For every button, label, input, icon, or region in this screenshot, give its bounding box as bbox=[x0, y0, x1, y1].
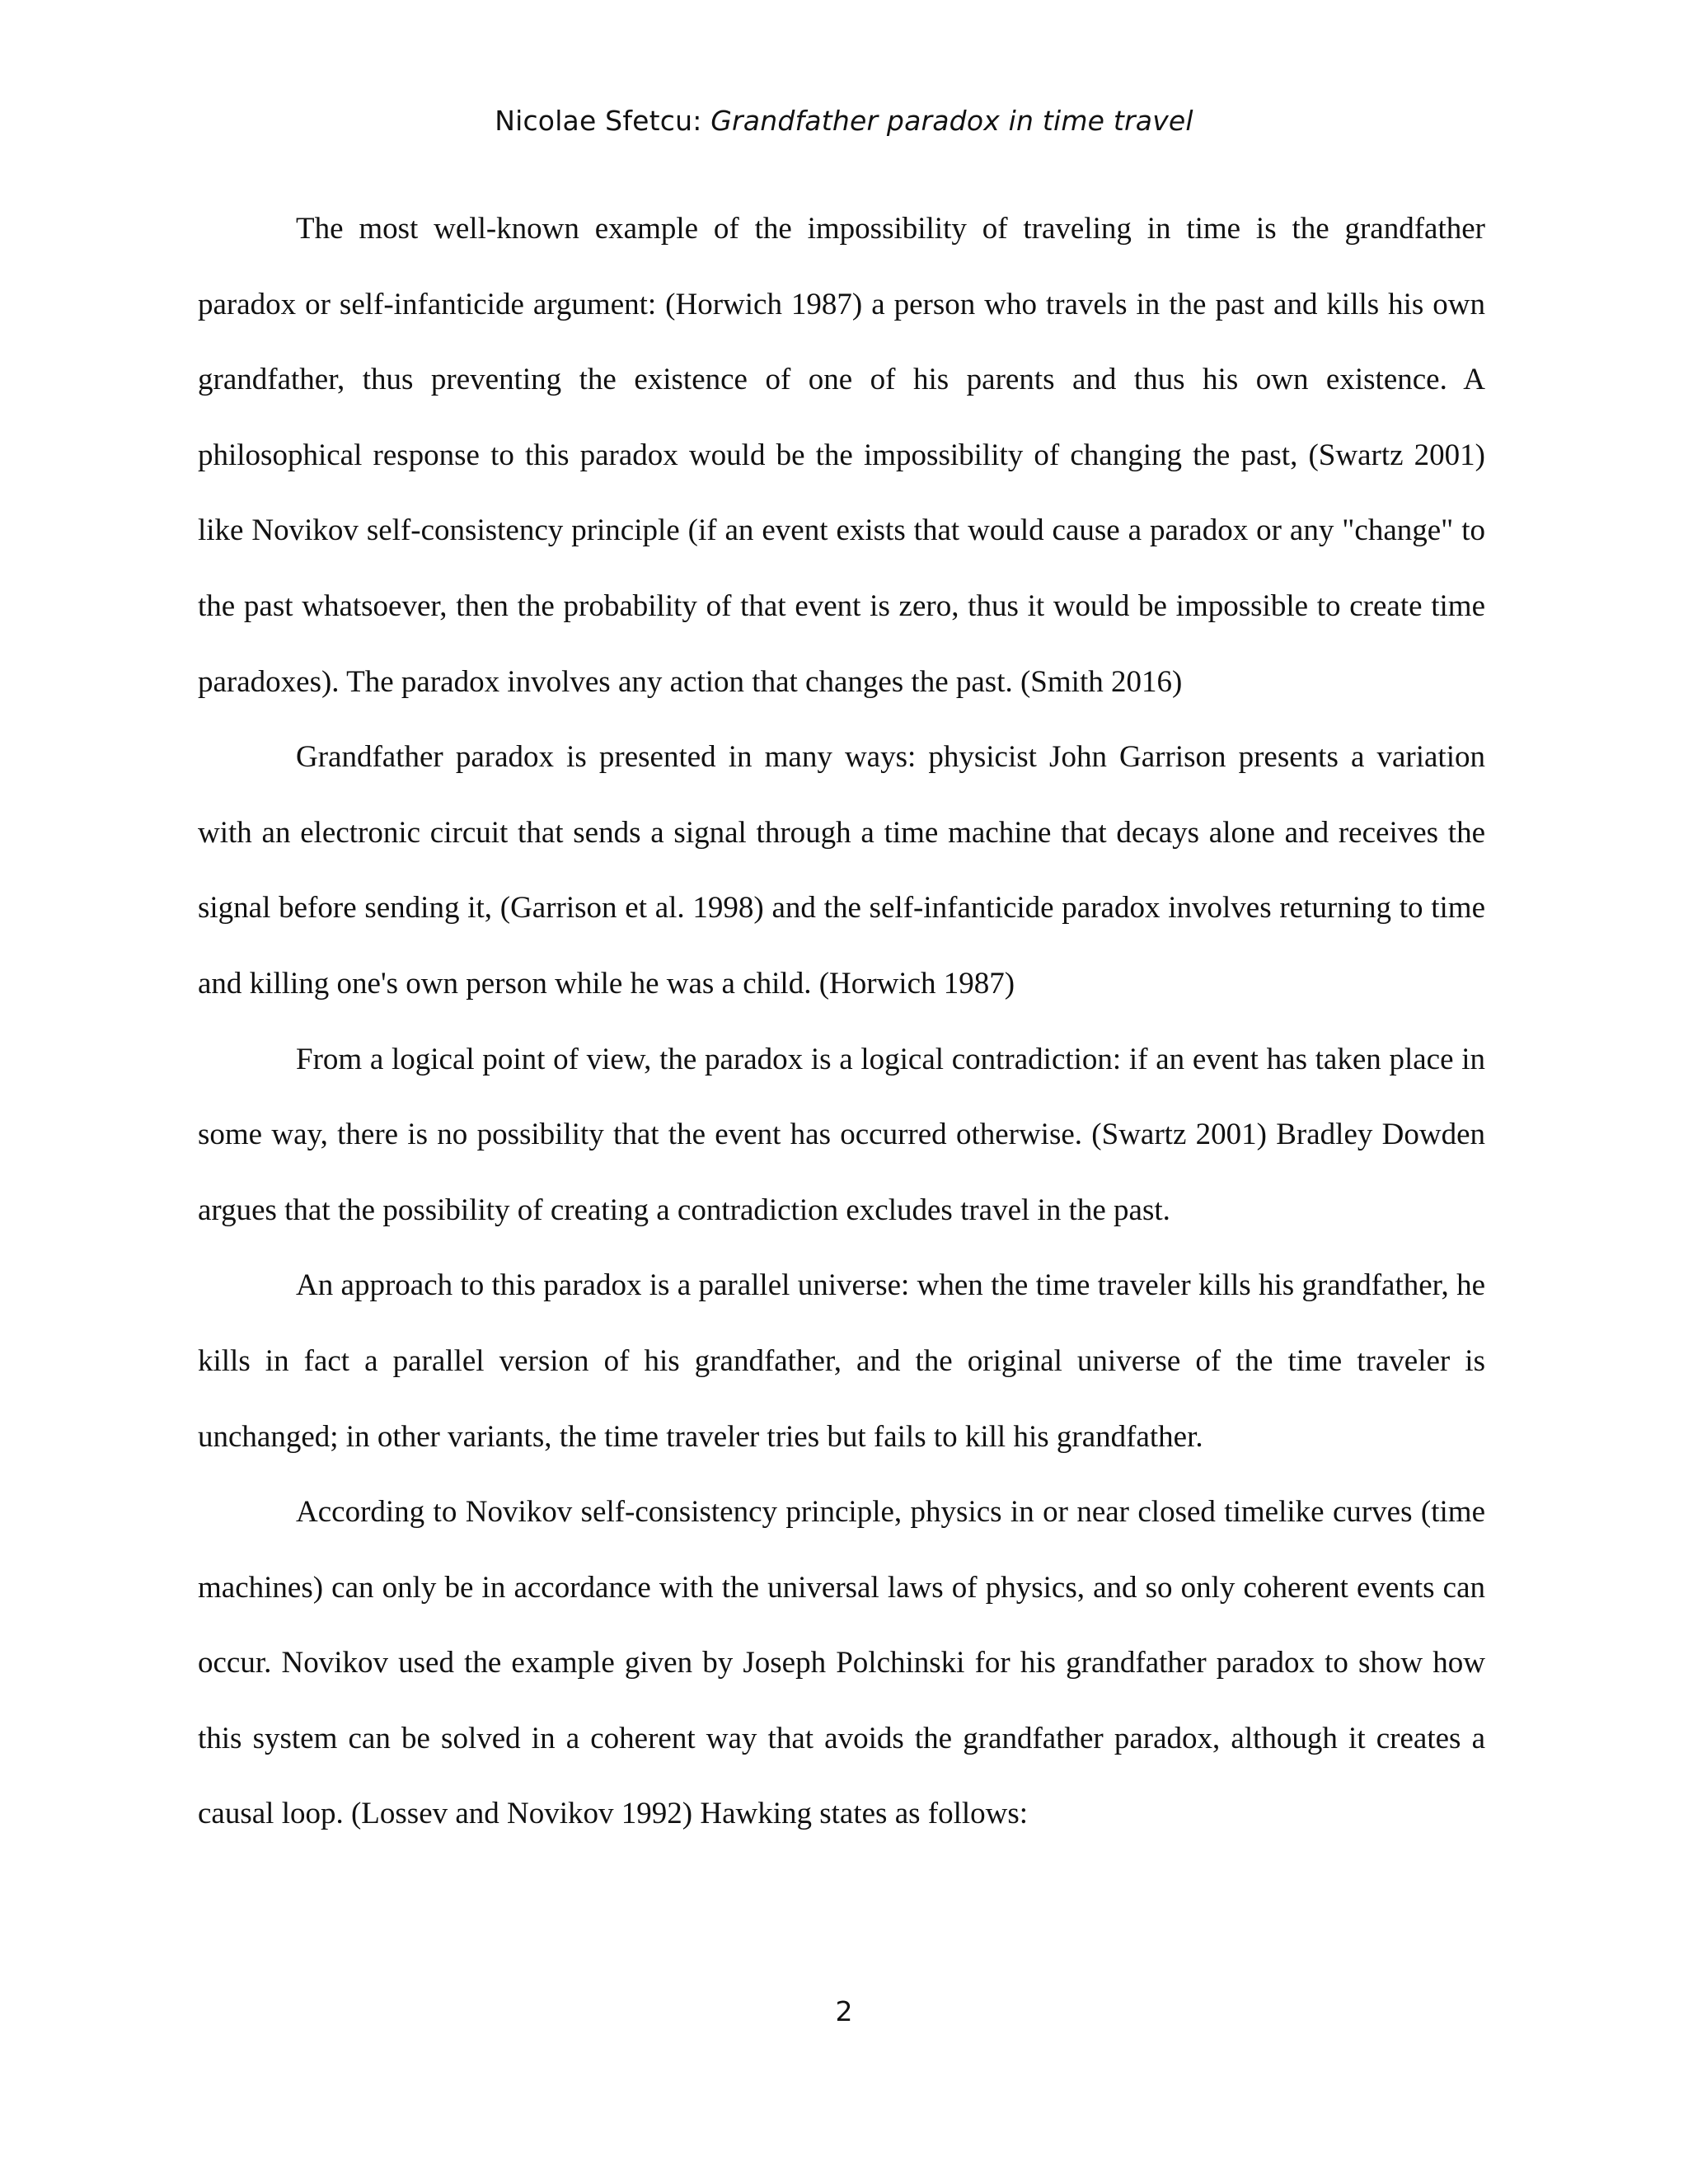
paragraph-3: From a logical point of view, the paradox is a logical contradiction: if an event has taken place in some way, there is no possibility that the event has occurred otherwise. (Swartz 2001) Bradley Dowden argues that the possibility of creating a contradiction excludes travel in the past. bbox=[198, 1042, 1485, 1227]
header-title: Grandfather paradox in time travel bbox=[710, 105, 1193, 137]
paragraph-4: An approach to this paradox is a parallel universe: when the time traveler kills his grandfather, he kills in fact a parallel version of his grandfather, and the original universe of the time traveler is unchanged; in other variants, the time traveler tries but fails to kill his grandfather. bbox=[198, 1268, 1485, 1454]
paragraph-5: According to Novikov self-consistency principle, physics in or near closed timelike curves (time machines) can only be in accordance with the universal laws of physics, and so only coherent events can occur. Novikov used the example given by Joseph Polchinski for his grandfather paradox to show how this system can be solved in a coherent way that avoids the grandfather paradox, although it creates a causal loop. (Lossev and Novikov 1992) Hawking states as follows: bbox=[198, 1495, 1485, 1831]
paragraph-2: Grandfather paradox is presented in many ways: physicist John Garrison presents a variation with an electronic circuit that sends a signal through a time machine that decays alone and receives the signal before sending it, (Garrison et al. 1998) and the self-infanticide paradox involves returning to time and killing one's own person while he was a child. (Horwich 1987) bbox=[198, 740, 1485, 1001]
running-header bbox=[0, 97, 1688, 145]
paragraph-1: The most well-known example of the impossibility of traveling in time is the grandfather paradox or self-infanticide argument: (Horwich 1987) a person who travels in the past and kills his own grandfather, thus preventing the existence of one of his parents and thus his own existence. A philosophical response to this paradox would be the impossibility of changing the past, (Swartz 2001) like Novikov self-consistency principle (if an event exists that would cause a paradox or any "change" to the past whatsoever, then the probability of that event is zero, thus it would be impossible to create time paradoxes). The paradox involves any action that changes the past. (Smith 2016) bbox=[198, 212, 1485, 699]
header-author: Nicolae Sfetcu: bbox=[495, 105, 711, 137]
page-number: 2 bbox=[835, 1995, 853, 2027]
body-text bbox=[198, 191, 1485, 1852]
